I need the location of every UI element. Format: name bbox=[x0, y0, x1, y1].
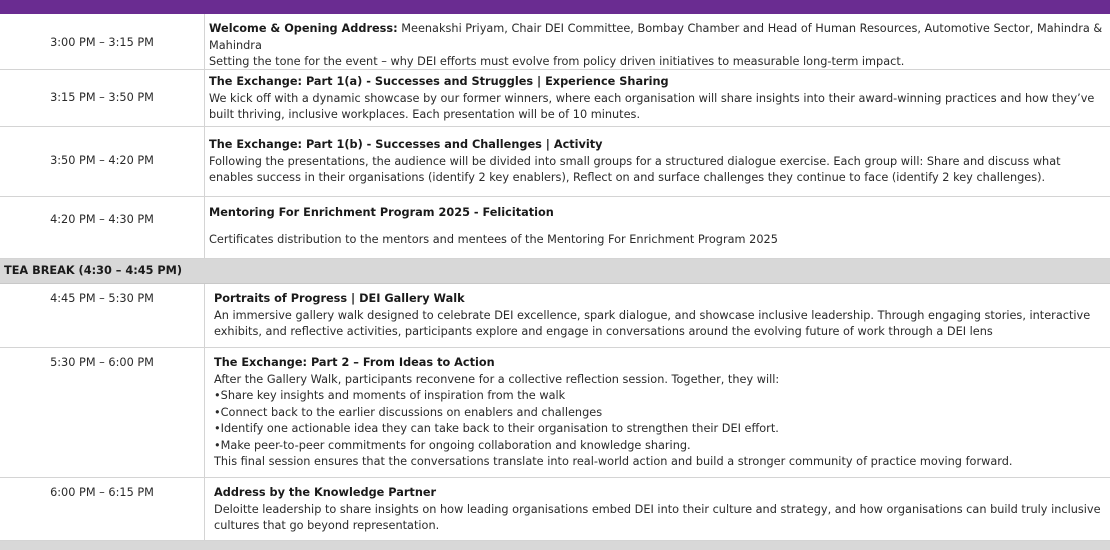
session-description bbox=[214, 485, 1102, 535]
session-time: 4:20 PM – 4:30 PM bbox=[50, 213, 154, 226]
session-text: Following the presentations, the audience will be divided into small groups for a structured dialogue exercise. Each group will: Share and discuss what enables success in their organisations (identify 2 key enablers), Reflect on and surface challenges they continue to face (identify 2 key challenges). bbox=[209, 154, 1061, 184]
column-divider bbox=[204, 14, 205, 69]
session-description bbox=[209, 137, 1102, 187]
bullet-item: •Identify one actionable idea they can take back to their organisation to strengthen their DEI effort. bbox=[214, 422, 779, 435]
tea-break-label: TEA BREAK (4:30 – 4:45 PM) bbox=[4, 264, 183, 277]
column-divider bbox=[204, 478, 205, 540]
session-description bbox=[214, 355, 1102, 471]
session-intro: After the Gallery Walk, participants reconvene for a collective reflection session. Together, they will: bbox=[214, 372, 780, 386]
bullet-item: •Make peer-to-peer commitments for ongoing collaboration and knowledge sharing. bbox=[214, 438, 691, 452]
session-text: Certificates distribution to the mentors and mentees of the Mentoring For Enrichment Program 2025 bbox=[209, 232, 778, 246]
session-title: Welcome & Opening Address: bbox=[209, 22, 398, 35]
session-text: Deloitte leadership to share insights on how leading organisations embed DEI into their culture and strategy, and how organisations can build truly inclusive cultures that go beyond representation. bbox=[214, 502, 1101, 532]
session-title: Portraits of Progress | DEI Gallery Walk bbox=[214, 292, 465, 305]
session-row bbox=[0, 127, 1110, 197]
column-divider bbox=[204, 348, 205, 477]
session-row bbox=[0, 14, 1110, 70]
session-text: We kick off with a dynamic showcase by our former winners, where each organisation will share insights into their award-winning practices and how they’ve built thriving, inclusive workplaces. Each presentation will be of 10 minutes. bbox=[209, 91, 1095, 121]
session-description bbox=[209, 74, 1102, 124]
tea-break-row bbox=[0, 259, 1110, 284]
bullet-item: •Connect back to the earlier discussions on enablers and challenges bbox=[214, 405, 603, 419]
session-title: Mentoring For Enrichment Program 2025 - Felicitation bbox=[209, 206, 554, 219]
session-time: 3:15 PM – 3:50 PM bbox=[50, 91, 154, 104]
session-description bbox=[209, 205, 1102, 248]
session-time: 6:00 PM – 6:15 PM bbox=[50, 486, 154, 499]
session-time: 3:00 PM – 3:15 PM bbox=[50, 36, 154, 49]
session-description bbox=[214, 291, 1102, 341]
session-row bbox=[0, 284, 1110, 348]
session-time: 5:30 PM – 6:00 PM bbox=[50, 356, 154, 369]
session-text: An immersive gallery walk designed to celebrate DEI excellence, spark dialogue, and showcase inclusive leadership. Through engaging stories, interactive exhibits, and reflective activities, participants explore and engage in conversations around the evolving future of work through a DEI lens bbox=[214, 308, 1091, 338]
session-title: The Exchange: Part 2 – From Ideas to Action bbox=[214, 356, 495, 369]
column-divider bbox=[204, 70, 205, 126]
session-title: The Exchange: Part 1(a) - Successes and Struggles | Experience Sharing bbox=[209, 75, 669, 88]
session-title: The Exchange: Part 1(b) - Successes and Challenges | Activity bbox=[209, 138, 603, 151]
column-divider bbox=[204, 284, 205, 347]
footer-band bbox=[0, 541, 1110, 550]
session-speaker-cont: Mahindra bbox=[209, 38, 262, 52]
session-row bbox=[0, 70, 1110, 127]
column-divider bbox=[204, 197, 205, 258]
header-bar bbox=[0, 0, 1110, 14]
session-time: 3:50 PM – 4:20 PM bbox=[50, 154, 154, 167]
session-row bbox=[0, 197, 1110, 259]
session-title: Address by the Knowledge Partner bbox=[214, 486, 437, 499]
session-closing: This final session ensures that the conversations translate into real-world action and build a stronger community of practice moving forward. bbox=[214, 455, 1013, 468]
session-time: 4:45 PM – 5:30 PM bbox=[50, 292, 154, 305]
bullet-item: •Share key insights and moments of inspiration from the walk bbox=[214, 389, 566, 402]
session-row bbox=[0, 348, 1110, 478]
session-row bbox=[0, 478, 1110, 541]
session-description bbox=[209, 21, 1102, 71]
session-text: Setting the tone for the event – why DEI efforts must evolve from policy driven initiatives to measurable long-term impact. bbox=[209, 55, 905, 68]
session-speaker: Meenakshi Priyam, Chair DEI Committee, Bombay Chamber and Head of Human Resources, Automotive Sector, Mahindra & bbox=[397, 22, 1103, 35]
column-divider bbox=[204, 127, 205, 196]
